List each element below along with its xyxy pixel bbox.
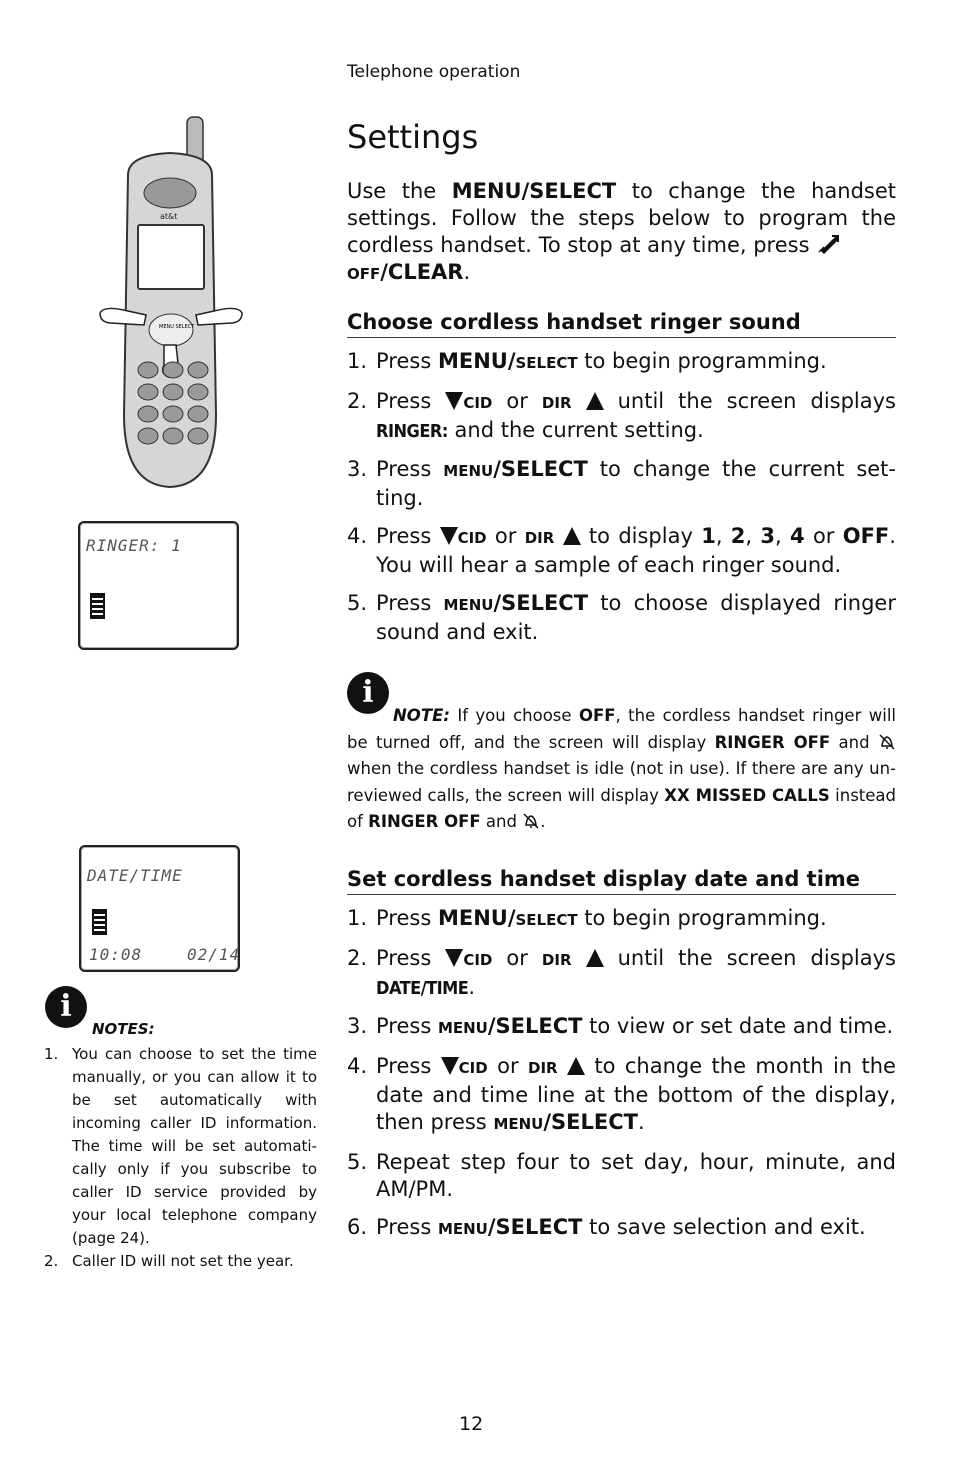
keypad-button [163, 406, 183, 422]
datetime-heading: Set cordless handset display date and time [347, 867, 896, 895]
earpiece [144, 178, 196, 208]
keypad-button [163, 428, 183, 444]
up-arrow-icon [563, 527, 581, 545]
lcd-date: 02/14 [187, 945, 241, 964]
keypad-button [138, 362, 158, 378]
keypad-button [188, 362, 208, 378]
handset-illustration [98, 115, 244, 490]
up-arrow-icon [567, 1057, 585, 1075]
page-number: 12 [459, 1413, 484, 1435]
down-arrow-icon [440, 527, 458, 545]
down-arrow-icon [445, 949, 463, 967]
keypad-button [188, 406, 208, 422]
keypad-button [163, 362, 183, 378]
keypad-button [188, 384, 208, 400]
ringer-section [347, 310, 896, 657]
list-item: 4. Press CID or DIR to change the month in the date and time line at the bottom of the display, then press MENU/SELECT. [347, 1054, 896, 1134]
list-item: 6. Press MENU/SELECT to save selection and exit. [347, 1215, 866, 1239]
list-item: 1. Press MENU/SELECT to begin programming. [347, 349, 827, 373]
lcd-time: 10:08 [89, 945, 143, 964]
keypad-button [188, 428, 208, 444]
datetime-steps [347, 905, 896, 1243]
menu-key-label: MENU SELECT [159, 324, 195, 330]
ringer-heading: Choose cordless handset ringer sound [347, 310, 896, 338]
menu-select-key [149, 314, 193, 346]
keypad-button [138, 384, 158, 400]
page-title: Settings [347, 118, 479, 156]
battery-icon [90, 593, 105, 619]
brand-logo: at&t [160, 212, 178, 221]
keypad-button [163, 384, 183, 400]
list-item: 5. Press MENU/SELECT to choose displayed ringer sound and exit. [347, 591, 896, 644]
notes-label: NOTES: [92, 1020, 155, 1038]
list-item: 4. Press CID or DIR to display 1, 2, 3, 4 or OFF. You will hear a sample of each ringer sound. [347, 524, 896, 577]
lcd-datetime-display [79, 845, 240, 972]
lcd-ringer-text: RINGER: 1 [86, 536, 182, 555]
lcd-ringer-display [78, 521, 239, 650]
battery-icon [92, 909, 107, 935]
list-item: 2. Press CID or DIR until the screen displays DATE/TIME. [347, 946, 896, 999]
list-item: 1. Press MENU/SELECT to begin programming. [347, 906, 827, 930]
up-arrow-icon [586, 949, 604, 967]
notes-info-icon: i [45, 986, 87, 1028]
note-info-icon: i [347, 672, 389, 714]
list-item: 3. Press MENU/SELECT to change the current set-ting. [347, 457, 896, 510]
section-label: Telephone operation [347, 62, 521, 82]
list-item: 3. Press MENU/SELECT to view or set date and time. [347, 1014, 894, 1038]
handset-screen [138, 225, 204, 289]
note-paragraph: NOTE: If you choose OFF, the cordless handset ringer will be turned off, and the screen will display RINGER OFF and when the cordless handset is idle (not in use). If there are any un-reviewed calls, the screen will display XX MISSED CALLS instead of RINGER OFF and . [347, 706, 896, 831]
up-arrow-icon [586, 392, 604, 410]
off-key-icon [816, 234, 840, 254]
keypad-button [138, 428, 158, 444]
lcd-datetime-text: DATE/TIME [87, 866, 183, 885]
intro-paragraph: Use the MENU/SELECT to change the handset settings. Follow the steps below to program the cordless handset. To stop at any time, press OFF/CLEAR. [347, 179, 896, 284]
down-arrow-icon [441, 1057, 459, 1075]
list-item: 5. Repeat step four to set day, hour, minute, and AM/PM. [347, 1150, 896, 1201]
list-item: 2. Press CID or DIR until the screen displays RINGER: and the current setting. [347, 389, 896, 442]
list-item: 1. You can choose to set the time manually, or you can allow it to be set automatically with incoming caller ID information. The time will be set automati-cally only if you subscribe to caller ID service provided by your local telephone company (page 24). [44, 1045, 317, 1247]
down-arrow-icon [445, 392, 463, 410]
keypad-button [138, 406, 158, 422]
ringer-off-icon [878, 734, 896, 750]
ringer-steps [347, 348, 896, 646]
ringer-off-icon [522, 813, 540, 829]
datetime-section [347, 867, 896, 1254]
list-item: 2. Caller ID will not set the year. [44, 1252, 294, 1270]
notes-list [44, 1043, 317, 1273]
